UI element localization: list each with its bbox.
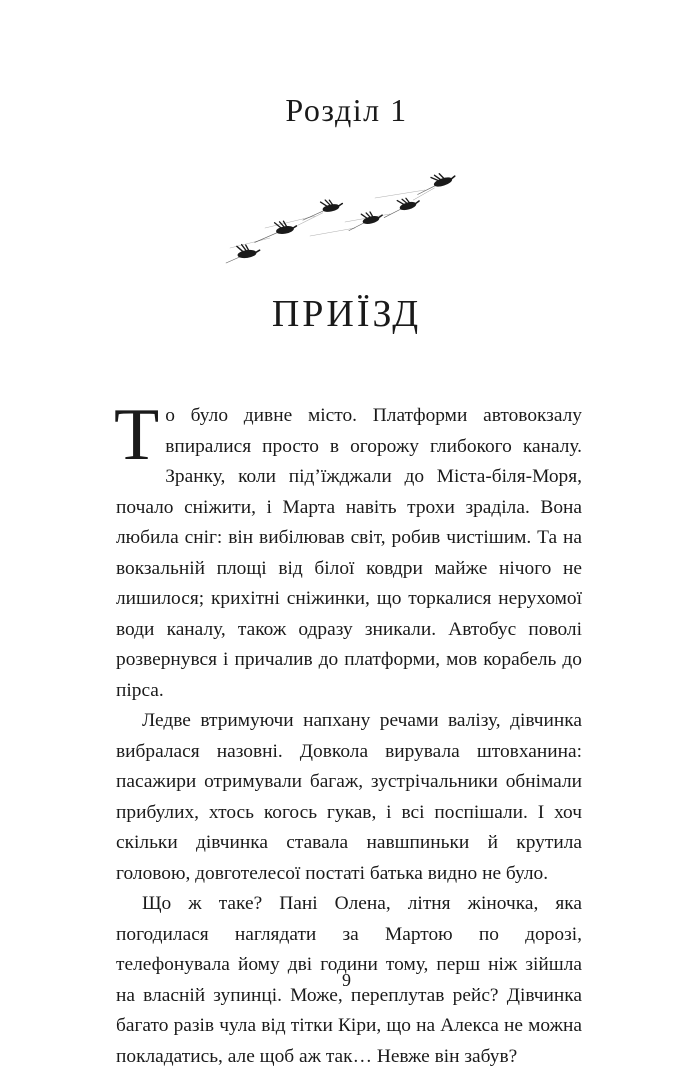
bird-icon [408,170,458,200]
paragraph [114,394,582,706]
page-number: 9 [342,970,351,990]
drop-cap: Т [114,394,160,476]
chapter-title: ПРИЇЗД [271,293,422,335]
bird-icon [252,219,298,242]
bird-icon [225,242,261,263]
paragraph: Ледве втримуючи напхану речами валізу, дівчинка вибралася назовні. Довкола вирувала штовханина: пасажири отримували багаж, зустрічальники обнімали прибулих, хтось когось гукав, і всі поспішали. І хоч скільки дівчинка ставала навшпиньки й крутила головою, довготелесої постаті батька видно не було. [116,710,582,884]
chapter-label: Розділ 1 [285,92,408,128]
bird-icon [346,209,384,230]
bird-icon [294,197,345,226]
paragraph: Що ж таке? Пані Олена, літня жіночка, яка погодилася наглядати за Мартою по дорозі, телефонувала йому дві години тому, перш ніж зійшла на власній зупинці. Може, переплутав рейс? Дівчинка багато разів чула від тітки Кіри, що на Алекса не можна покладатись, але щоб аж так… Невже він забув? [116,893,582,1067]
paragraph-text: о було дивне місто. Платформи автовокзалу впиралися просто в огорожу глибокого каналу. Зранку, коли під’їжджали до Міста-біля-Моря, почало сніжити, і Марта навіть трохи зраділа. Вона любила сніг: він вибілював світ, робив чистішим. Та на вокзальній площі від білої ковдри майже нічого не лишилося; крихітні сніжинки, що торкалися нерухомої води каналу, також одразу зникали. Автобус поволі розвернувся і причалив до платформи, мов корабель до пірса. [116,405,582,701]
flying-birds-icon [225,170,475,270]
bird-icon [381,195,421,217]
